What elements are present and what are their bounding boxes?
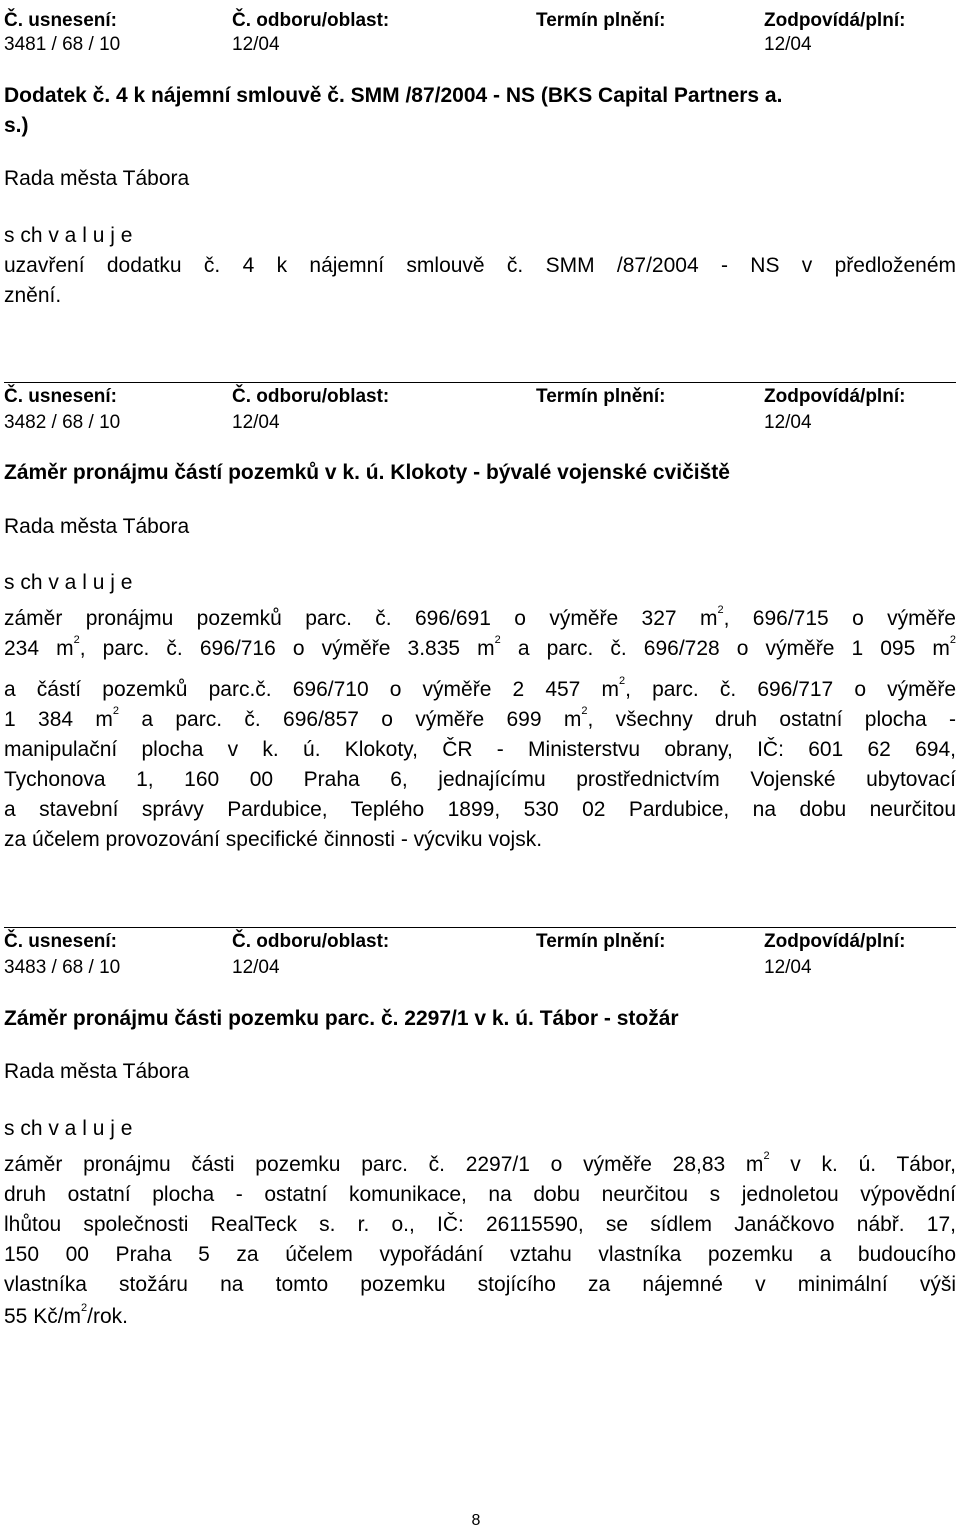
label-zodpovida: Zodpovídá/plní: (764, 931, 906, 952)
page-number: 8 (471, 1512, 481, 1529)
decision-verb: s ch v a l u j e (4, 224, 133, 247)
resolution-text-line: záměr pronájmu pozemků parc. č. 696/691 o výměře 327 $m^2$, 696/715 o výměře (4, 604, 956, 630)
resolution-header-row (4, 386, 956, 408)
label-usneseni: Č. usnesení: (4, 931, 117, 952)
label-zodpovida: Zodpovídá/plní: (764, 386, 906, 407)
council-name: Rada města Tábora (4, 1060, 190, 1083)
resolution-text-cont: znění. (4, 284, 62, 307)
label-odbor: Č. odboru/oblast: (232, 10, 390, 31)
resolution-text-line: druh ostatní plocha - ostatní komunikace, na dobu neurčitou s jednoletou výpovědní (4, 1183, 956, 1206)
resolution-header-row (4, 931, 956, 953)
resolution-text: uzavření dodatku č. 4 k nájemní smlouvě č. SMM /87/2004 - NS v předloženém (4, 254, 956, 277)
resolution-text-line: 1 384 $m^2$ a parc. č. 696/857 o výměře 699 $m^2$, všechny druh ostatní plocha - (4, 705, 956, 731)
resolution-values-row (4, 412, 956, 434)
resolution-header-row (4, 10, 956, 32)
resolution-number: 3482 / 68 / 10 (4, 412, 121, 433)
resolution-text-line: Tychonova 1, 160 00 Praha 6, jednajícímu prostřednictvím Vojenské ubytovací (4, 768, 956, 791)
label-termin: Termín plnění: (536, 931, 666, 952)
label-termin: Termín plnění: (536, 10, 666, 31)
resolution-text-line: 234 $m^2$, parc. č. 696/716 o výměře 3.835 $m^2$ a parc. č. 696/728 o výměře 1 095 $m^2$ (4, 634, 956, 660)
resolution-text-line: za účelem provozování specifické činnosti - výcviku vojsk. (4, 828, 543, 851)
resolution-number: 3483 / 68 / 10 (4, 957, 121, 978)
resolution-number: 3481 / 68 / 10 (4, 34, 121, 55)
resolution-odbor: 12/04 (232, 34, 280, 55)
council-name: Rada města Tábora (4, 515, 190, 538)
resolution-odbor: 12/04 (232, 957, 280, 978)
resolution-values-row (4, 957, 956, 979)
separator-line (4, 382, 956, 383)
council-name: Rada města Tábora (4, 167, 190, 190)
label-termin: Termín plnění: (536, 386, 666, 407)
resolution-text-line: a částí pozemků parc.č. 696/710 o výměře 2 457 $m^2$, parc. č. 696/717 o výměře (4, 675, 956, 701)
label-zodpovida: Zodpovídá/plní: (764, 10, 906, 31)
resolution-title: Dodatek č. 4 k nájemní smlouvě č. SMM /87/2004 - NS (BKS Capital Partners a. (4, 84, 783, 107)
resolution-title: Záměr pronájmu částí pozemků v k. ú. Klokoty - bývalé vojenské cvičiště (4, 461, 730, 484)
decision-verb: s ch v a l u j e (4, 571, 133, 594)
label-odbor: Č. odboru/oblast: (232, 931, 390, 952)
label-usneseni: Č. usnesení: (4, 386, 117, 407)
label-usneseni: Č. usnesení: (4, 10, 117, 31)
separator-line (4, 927, 956, 928)
resolution-zodpovida: 12/04 (764, 957, 812, 978)
resolution-title-cont: s.) (4, 114, 29, 137)
label-odbor: Č. odboru/oblast: (232, 386, 390, 407)
resolution-text-line: 55 $Kč/m^2$/rok. (4, 1302, 128, 1328)
resolution-zodpovida: 12/04 (764, 34, 812, 55)
resolution-text-line: a stavební správy Pardubice, Teplého 1899, 530 02 Pardubice, na dobu neurčitou (4, 798, 956, 821)
decision-verb: s ch v a l u j e (4, 1117, 133, 1140)
resolution-text-line: záměr pronájmu části pozemku parc. č. 2297/1 o výměře 28,83 $m^2$ v k. ú. Tábor, (4, 1150, 956, 1176)
resolution-text-line: 150 00 Praha 5 za účelem vypořádání vztahu vlastníka pozemku a budoucího (4, 1243, 956, 1266)
resolution-values-row (4, 34, 956, 56)
resolution-zodpovida: 12/04 (764, 412, 812, 433)
resolution-text-line: lhůtou společnosti RealTeck s. r. o., IČ: 26115590, se sídlem Janáčkovo nábř. 17, (4, 1213, 956, 1236)
resolution-text-line: manipulační plocha v k. ú. Klokoty, ČR - Ministerstvu obrany, IČ: 601 62 694, (4, 738, 956, 761)
resolution-text-line: vlastníka stožáru na tomto pozemku stojícího za nájemné v minimální výši (4, 1273, 956, 1296)
resolution-odbor: 12/04 (232, 412, 280, 433)
resolution-title: Záměr pronájmu části pozemku parc. č. 2297/1 v k. ú. Tábor - stožár (4, 1007, 679, 1030)
